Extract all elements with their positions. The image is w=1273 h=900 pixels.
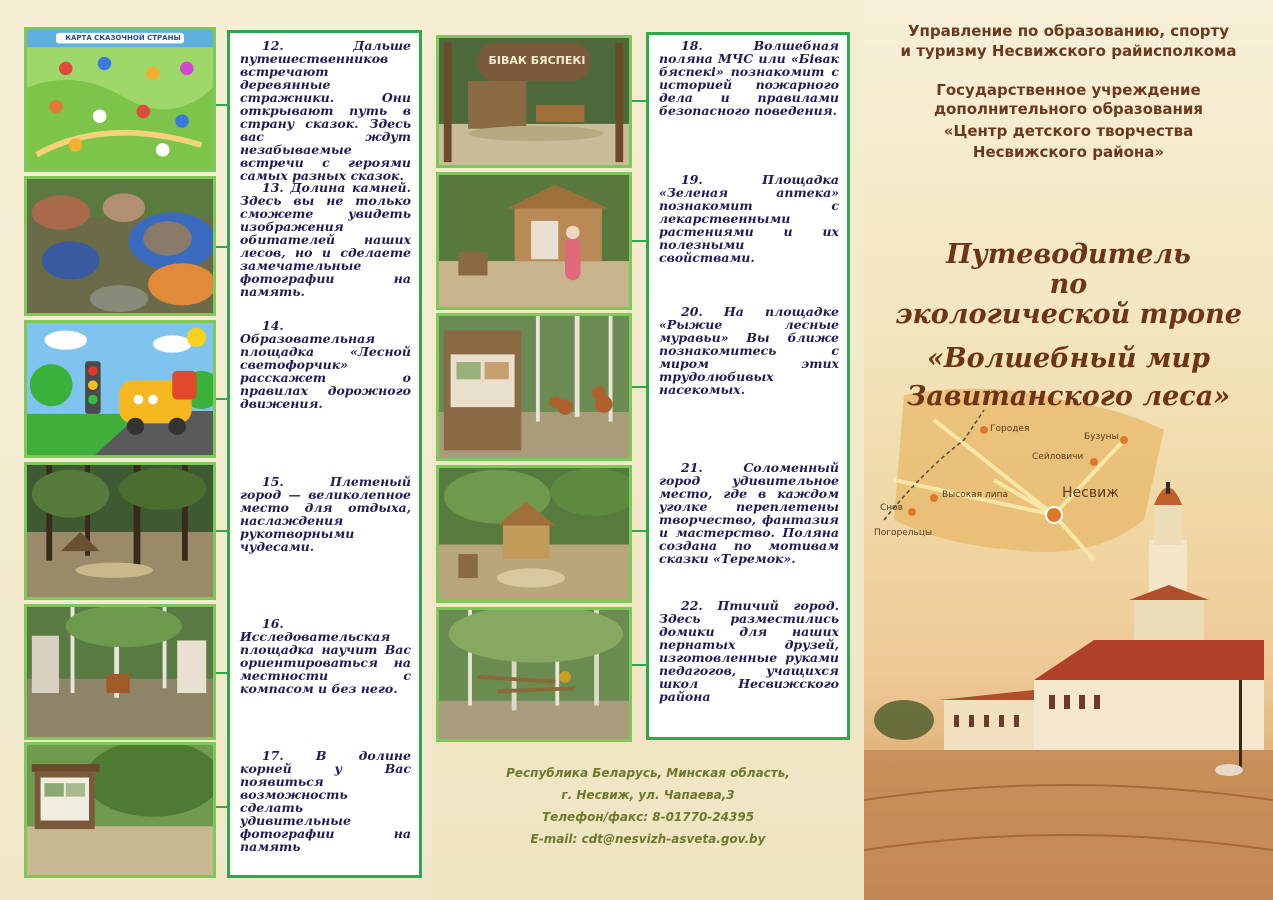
photo-bivak-bjaspeki xyxy=(436,35,632,168)
map-label-buzuny: Бузуны xyxy=(1084,432,1119,442)
contact-phone: Телефон/факс: 8-01770-24395 xyxy=(541,810,755,824)
item-15: 15. Плетеный город — великолепное место для отдыха, наслаждения рукотворными чудесами. xyxy=(240,474,411,554)
contact-address-region: Республика Беларусь, Минская область, xyxy=(506,766,790,780)
photo-woven-town xyxy=(24,462,216,600)
title-line-1: Путеводитель xyxy=(946,239,1191,270)
title-line-4: «Волшебный мир xyxy=(926,343,1211,374)
map-label-pogorelcy: Погорельцы xyxy=(874,528,933,538)
item-21: 21. Соломенный город удивительное место, где в каждом уголке переплетены творчество, фантазия и мастерство. Поляна создана по мотивам сказки «Теремок». xyxy=(659,460,839,566)
photo-stone-valley xyxy=(24,176,216,316)
left-text-box xyxy=(227,30,422,878)
photo-red-ants xyxy=(436,313,632,461)
item-14: 14. Образовательная площадка «Лесной светофорчик» расскажет о правилах дорожного движения. xyxy=(240,318,411,411)
photo-bird-town xyxy=(436,607,632,742)
org-line-3: Государственное учреждение xyxy=(936,81,1201,99)
org-line-6: Несвижского района» xyxy=(972,143,1165,161)
org-line-1: Управление по образованию, спорту xyxy=(907,22,1230,40)
photo-green-pharmacy xyxy=(436,172,632,310)
contact-email: E-mail: cdt@nesvizh-asveta.gov.by xyxy=(530,832,766,846)
item-18: 18. Волшебная поляна МЧС или «Бівак бяспекі» познакомит с историей пожарного дела и правилами безопасного поведения. xyxy=(659,38,839,118)
org-line-4: дополнительного образования xyxy=(933,100,1204,118)
map-label-seylovichi: Сейловичи xyxy=(1032,452,1084,462)
item-17: 17. В долине корней у Вас появиться возможность сделать удивительные фотографии на память xyxy=(240,748,411,854)
item-12: 12. Дальше путешественников встречают деревянные стражники. Они открывают путь в страну сказок. Здесь вас ждут незабываемые встречи с героями самых разных сказок. xyxy=(240,38,411,183)
left-panel xyxy=(0,0,432,900)
map-label-snov: Снов xyxy=(880,503,903,513)
item-20: 20. На площадке «Рыжие лесные муравьи» Вы ближе познакомитесь с миром этих трудолюбивых насекомых. xyxy=(659,304,839,397)
middle-text-box xyxy=(646,32,850,740)
item-19: 19. Площадка «Зеленая аптека» познакомит с лекарственными растениями и их полезными свойствами. xyxy=(659,172,839,265)
bivak-sign-text: БІВАК БЯСПЕКІ xyxy=(488,54,586,67)
item-22: 22. Птичий город. Здесь разместились домики для наших пернатых друзей, изготовленные руками педагогов, учащихся школ Несвижского района xyxy=(659,598,839,704)
org-line-5: «Центр детского творчества xyxy=(943,122,1194,140)
title-line-3: экологической тропе xyxy=(895,299,1242,330)
photo-straw-town xyxy=(436,465,632,603)
cover-panel xyxy=(864,0,1273,900)
photo-forest-traffic-light xyxy=(24,320,216,458)
contact-address-street: г. Несвиж, ул. Чапаева,3 xyxy=(561,788,735,802)
map-label-vysokaya-lipa: Высокая липа xyxy=(942,490,1008,500)
photo-research-area xyxy=(24,604,216,740)
org-line-2: и туризму Несвижского райисполкома xyxy=(900,42,1237,60)
map-label-nesvizh: Несвиж xyxy=(1062,485,1119,501)
item-13: 13. Долина камней. Здесь вы не только сможете увидеть изображения обитателей наших лесов, но и сделаете замечательные фотографии на память. xyxy=(240,180,411,299)
photo-roots-valley xyxy=(24,742,216,878)
title-line-5: Завитанского леса» xyxy=(906,381,1231,412)
middle-panel xyxy=(432,0,864,900)
fairy-map-title: КАРТА СКАЗОЧНОЙ СТРАНЫ xyxy=(65,34,181,42)
title-line-2: по xyxy=(1049,269,1088,300)
map-label-gorodeya: Городея xyxy=(990,424,1030,434)
photo-fairy-map xyxy=(24,27,216,172)
item-16: 16. Исследовательская площадка научит Вас ориентироваться на местности с компасом и без него. xyxy=(240,616,411,696)
